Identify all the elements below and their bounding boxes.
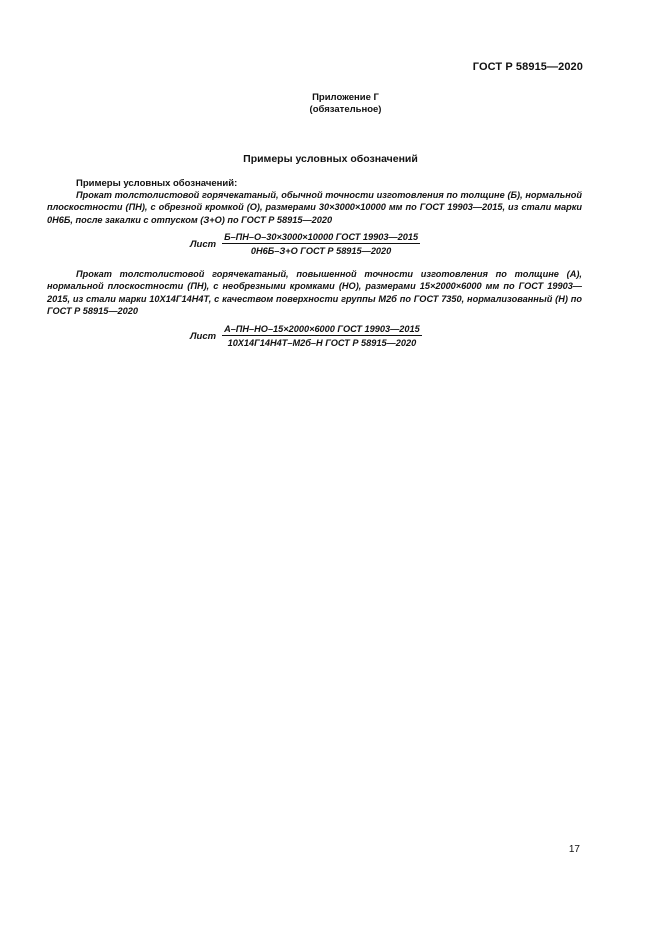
example-2-label: Лист <box>190 330 217 342</box>
example-2-numerator: А–ПН–НО–15×2000×6000 ГОСТ 19903—2015 <box>224 324 420 334</box>
standard-code-header: ГОСТ Р 58915—2020 <box>472 61 583 73</box>
example-2-designation <box>190 324 422 348</box>
section-title: Примеры условных обозначений <box>243 153 418 165</box>
example-1-designation <box>190 232 420 256</box>
example-2-denominator: 10Х14Г14Н4Т–М2б–Н ГОСТ Р 58915—2020 <box>227 338 417 348</box>
example-1-description: Прокат толстолистовой горячекатаный, обычной точности изготовления по толщине (Б), нормальной плоскостности (ПН), с обрезной кромкой (О), размерами 30×3000×10000 мм по ГОСТ 19903—2015, из стали марки 0Н6Б, после закалки с отпуском (З+О) по ГОСТ Р 58915—2020 <box>47 190 582 225</box>
page-number: 17 <box>568 844 580 855</box>
example-1-numerator: Б–ПН–О–30×3000×10000 ГОСТ 19903—2015 <box>224 232 419 242</box>
example-2-description: Прокат толстолистовой горячекатаный, повышенной точности изготовления по толщине (А), нормальной плоскостности (ПН), с необрезными кромками (НО), размерами 15×2000×6000 мм по ГОСТ 19903—2015, из стали марки 10Х14Г14Н4Т, с качеством поверхности группы М2б по ГОСТ 7350, нормализованный (Н) по ГОСТ Р 58915—2020 <box>47 269 582 316</box>
example-2-fraction <box>222 324 422 348</box>
appendix-heading <box>0 92 661 116</box>
intro-text: Примеры условных обозначений: <box>76 178 238 189</box>
example-1-label: Лист <box>190 238 217 250</box>
example-1-denominator: 0Н6Б–З+О ГОСТ Р 58915—2020 <box>250 246 392 256</box>
example-1-fraction <box>222 232 420 256</box>
appendix-title: Приложение Г <box>312 92 379 103</box>
appendix-status: (обязательное) <box>309 104 382 115</box>
